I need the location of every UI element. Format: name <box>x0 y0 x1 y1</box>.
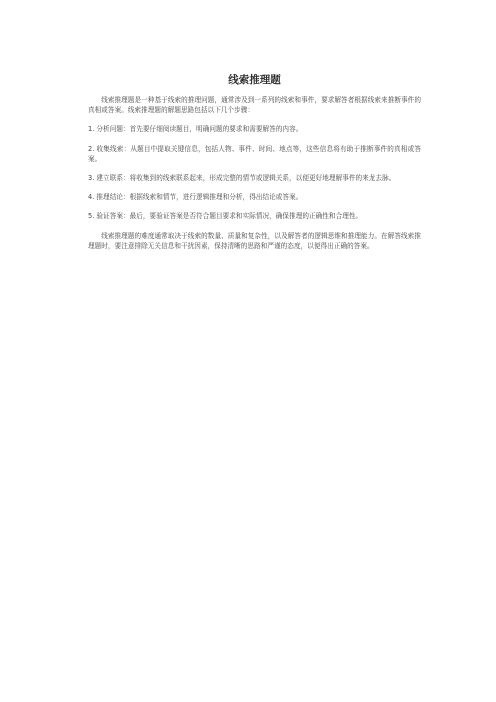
step-4-paragraph <box>88 192 421 202</box>
step-3-text: 建立联系：将收集到的线索联系起来，形成完整的情节或逻辑关系，以便更好地理解事件的来龙去脉。 <box>96 174 396 183</box>
step-5-number: 5. <box>88 212 95 221</box>
step-2-number: 2. <box>88 144 95 153</box>
step-4-number: 4. <box>88 193 95 202</box>
step-1-number: 1. <box>88 125 95 134</box>
step-5-text: 验证答案：最后，要验证答案是否符合题目要求和实际情况，确保推理的正确性和合理性。 <box>96 212 363 221</box>
step-4-text: 推理结论：根据线索和情节，进行逻辑推理和分析，得出结论或答案。 <box>96 193 303 202</box>
step-3-number: 3. <box>88 174 95 183</box>
step-1-text: 分析问题：首先要仔细阅读题目，明确问题的要求和需要解答的内容。 <box>96 125 303 134</box>
step-3-paragraph <box>88 173 421 183</box>
document-title: 线索推理题 <box>228 74 281 86</box>
step-1-paragraph <box>88 124 421 134</box>
step-5-paragraph <box>88 211 421 221</box>
conclusion-paragraph: 线索推理题的难度通常取决于线索的数量、质量和复杂性，以及解答者的逻辑思维和推理能力。在解答线索推理题时，要注意排除无关信息和干扰因素，保持清晰的思路和严谨的态度，以便得出正确的答案。 <box>88 231 421 250</box>
step-2-text: 收集线索：从题目中提取关键信息，包括人物、事件、时间、地点等，这些信息将有助于推断事件的真相或答案。 <box>88 144 421 163</box>
document-page <box>88 74 421 260</box>
intro-paragraph: 线索推理题是一种基于线索的推理问题，通常涉及到一系列的线索和事件，要求解答者根据线索来推断事件的真相或答案。线索推理题的解题思路包括以下几个步骤： <box>88 96 421 115</box>
step-2-paragraph <box>88 144 421 164</box>
